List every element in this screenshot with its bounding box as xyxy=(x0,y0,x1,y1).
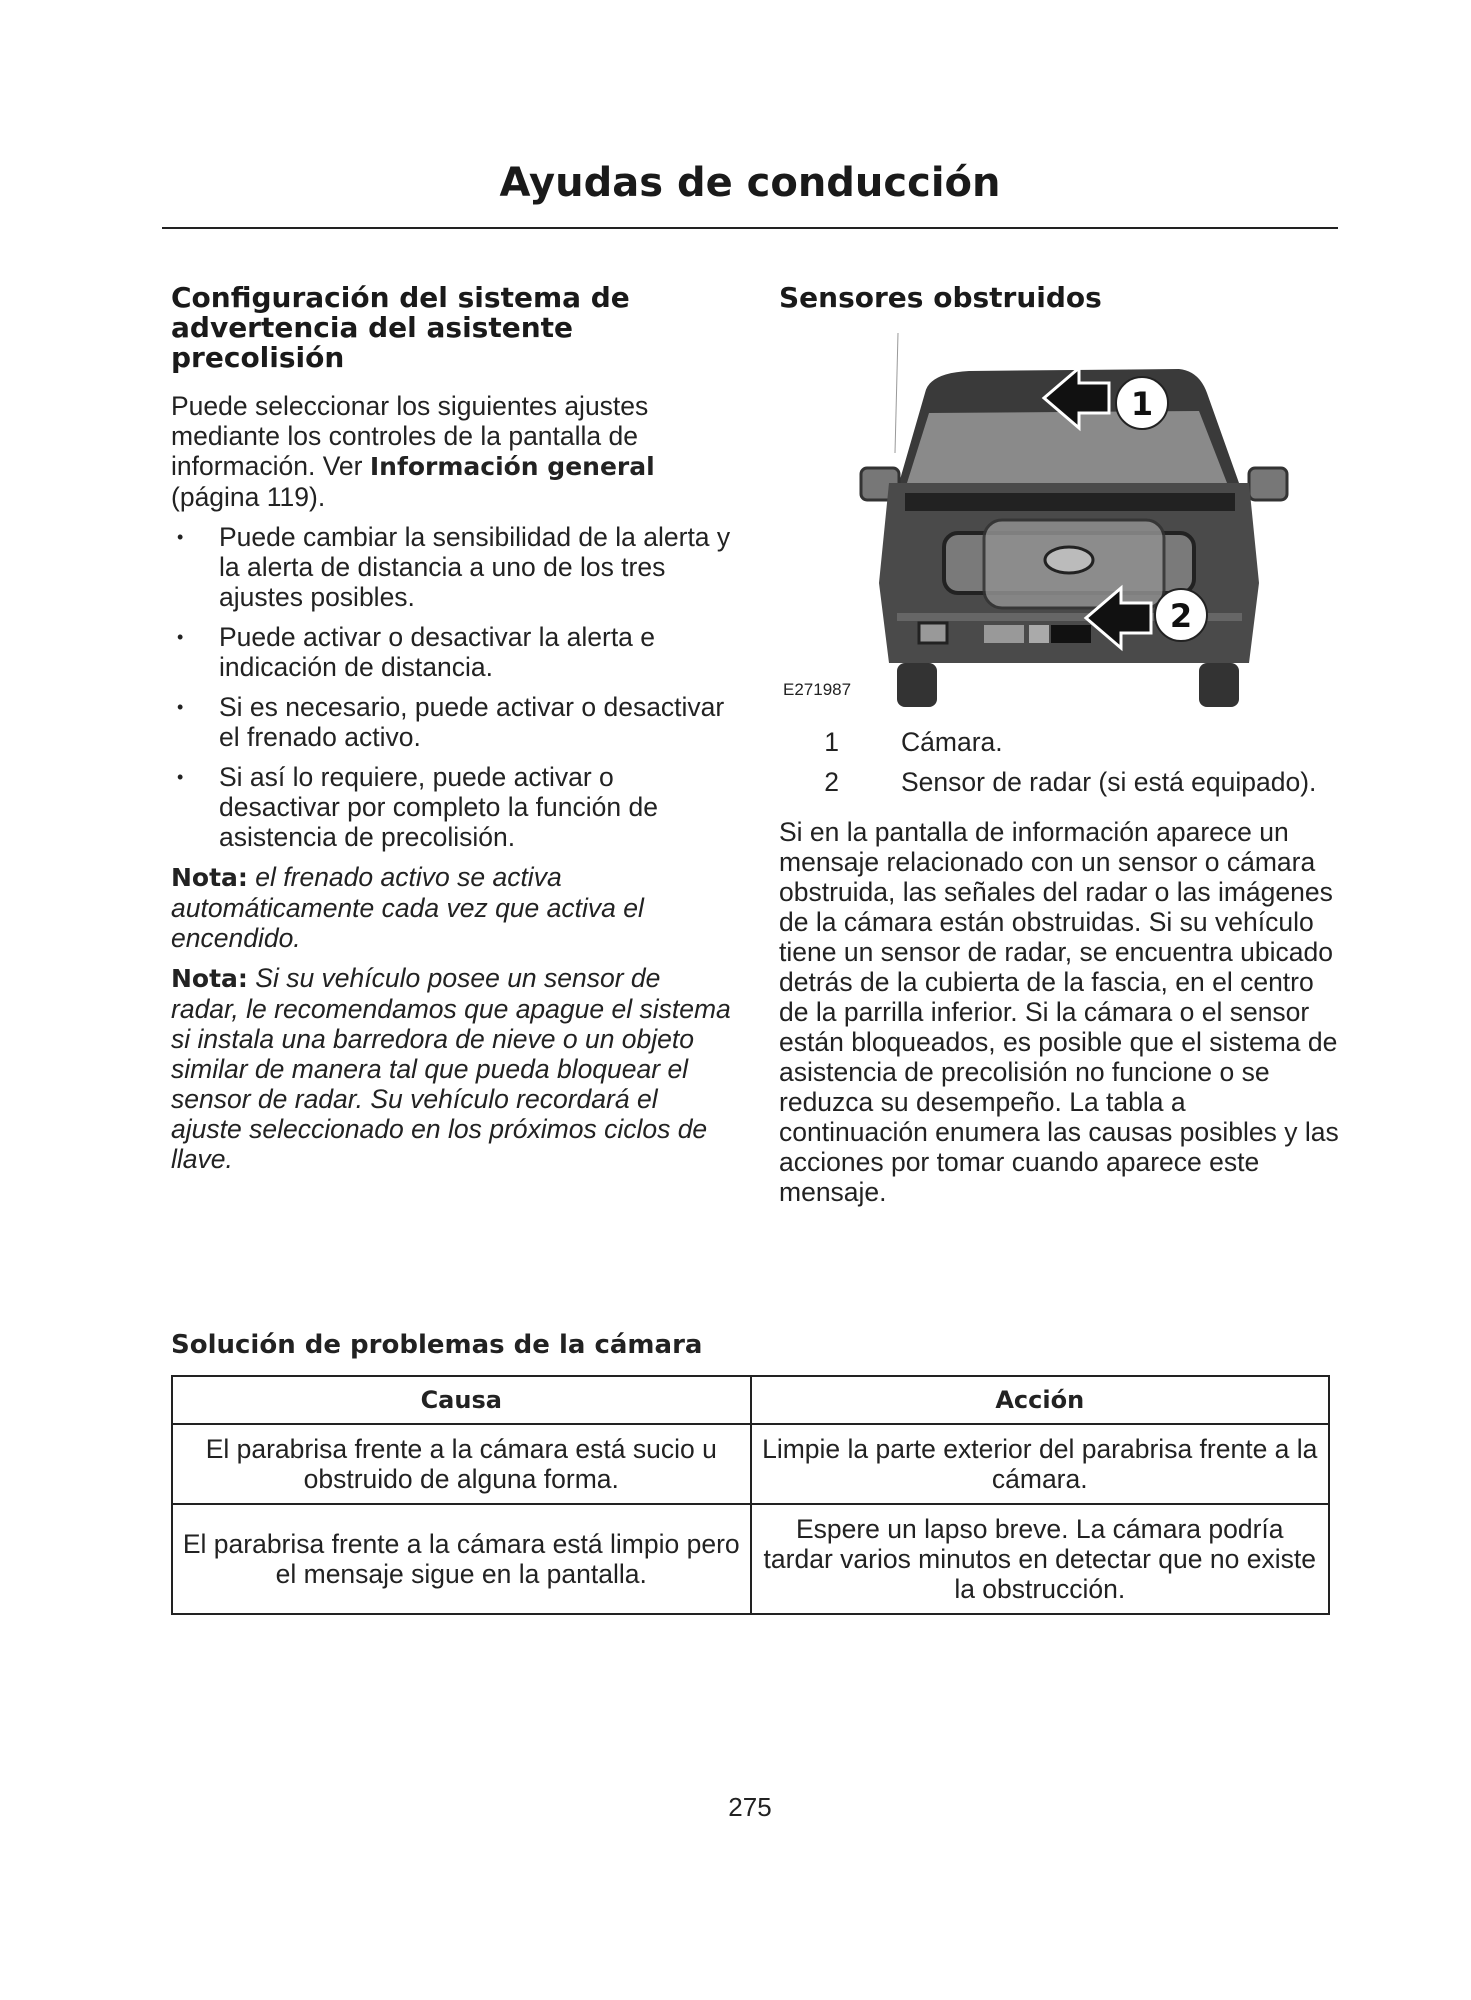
legend-number: 1 xyxy=(824,727,839,757)
legend-text: Sensor de radar (si está equipado). xyxy=(901,767,1317,797)
troubleshooting-table xyxy=(171,1375,1330,1615)
right-column xyxy=(779,283,1339,1217)
section-heading: Configuración del sistema de advertencia del asistente precolisión xyxy=(171,281,630,374)
table-row xyxy=(172,1504,1329,1614)
body-paragraph: Si en la pantalla de información aparece un mensaje relacionado con un sensor o cámara obstruida, las señales del radar o las imágenes de la cámara están obstruidas. Si su vehículo tiene un sensor de radar, se encuentra ubicado detrás de la cubierta de la fascia, en el centro de la parrilla inferior. Si la cámara o el sensor están bloqueados, es posible que el sistema de asistencia de precolisión no funcione o se reduzca su desempeño. La tabla a continuación enumera las causas posibles y las acciones por tomar cuando aparece este mensaje. xyxy=(779,817,1339,1207)
table-cell: Limpie la parte exterior del parabrisa frente a la cámara. xyxy=(751,1424,1330,1504)
header-divider xyxy=(162,227,1338,229)
page-reference: (página 119). xyxy=(171,482,326,512)
page-number: 275 xyxy=(728,1792,772,1822)
note-1 xyxy=(171,862,731,953)
note-text: Si su vehículo posee un sensor de radar, le recomendamos que apague el sistema si instala una barredora de nieve o un objeto similar de manera tal que pueda bloquear el sensor de radar. Su vehículo recordará el ajuste seleccionado en los próximos ciclos de llave. xyxy=(171,963,731,1174)
table-header-row xyxy=(172,1376,1329,1424)
list-item: • Puede cambiar la sensibilidad de la alerta y la alerta de distancia a uno de los tres ajustes posibles. xyxy=(171,522,731,612)
list-item: • Si así lo requiere, puede activar o desactivar por completo la función de asistencia de precolisión. xyxy=(171,762,731,852)
note-label: Nota: xyxy=(171,863,248,892)
page-title: Ayudas de conducción xyxy=(499,160,1001,206)
intro-paragraph xyxy=(171,391,731,512)
callout-2: 2 xyxy=(1169,597,1193,635)
column-header: Acción xyxy=(751,1376,1330,1424)
note-text: el frenado activo se activa automáticamente cada vez que activa el encendido. xyxy=(171,862,644,953)
legend-number: 2 xyxy=(824,767,839,797)
callout-1: 1 xyxy=(1130,385,1154,423)
list-item: • Puede activar o desactivar la alerta e indicación de distancia. xyxy=(171,622,731,682)
table-cell: Espere un lapso breve. La cámara podría tardar varios minutos en detectar que no existe la obstrucción. xyxy=(751,1504,1330,1614)
note-2 xyxy=(171,963,731,1174)
list-item: • Si es necesario, puede activar o desactivar el frenado activo. xyxy=(171,692,731,752)
table-title: Solución de problemas de la cámara xyxy=(171,1330,703,1360)
section-heading: Sensores obstruidos xyxy=(779,281,1102,314)
cross-reference-link[interactable]: Información general xyxy=(369,452,655,481)
legend-item xyxy=(779,727,1339,757)
figure-id: E271987 xyxy=(783,680,852,699)
settings-list xyxy=(171,522,731,852)
intro-text: Puede seleccionar los siguientes ajustes mediante los controles de la pantalla de información. Ver xyxy=(171,391,649,481)
truck-front-illustration xyxy=(779,333,1339,713)
table-cell: El parabrisa frente a la cámara está sucio u obstruido de alguna forma. xyxy=(172,1424,751,1504)
legend-text: Cámara. xyxy=(901,727,1003,757)
truck-figure xyxy=(779,333,1339,713)
legend-item xyxy=(779,767,1339,797)
table-row xyxy=(172,1424,1329,1504)
column-header: Causa xyxy=(172,1376,751,1424)
table-cell: El parabrisa frente a la cámara está limpio pero el mensaje sigue en la pantalla. xyxy=(172,1504,751,1614)
note-label: Nota: xyxy=(171,964,248,993)
left-column xyxy=(171,283,731,1184)
